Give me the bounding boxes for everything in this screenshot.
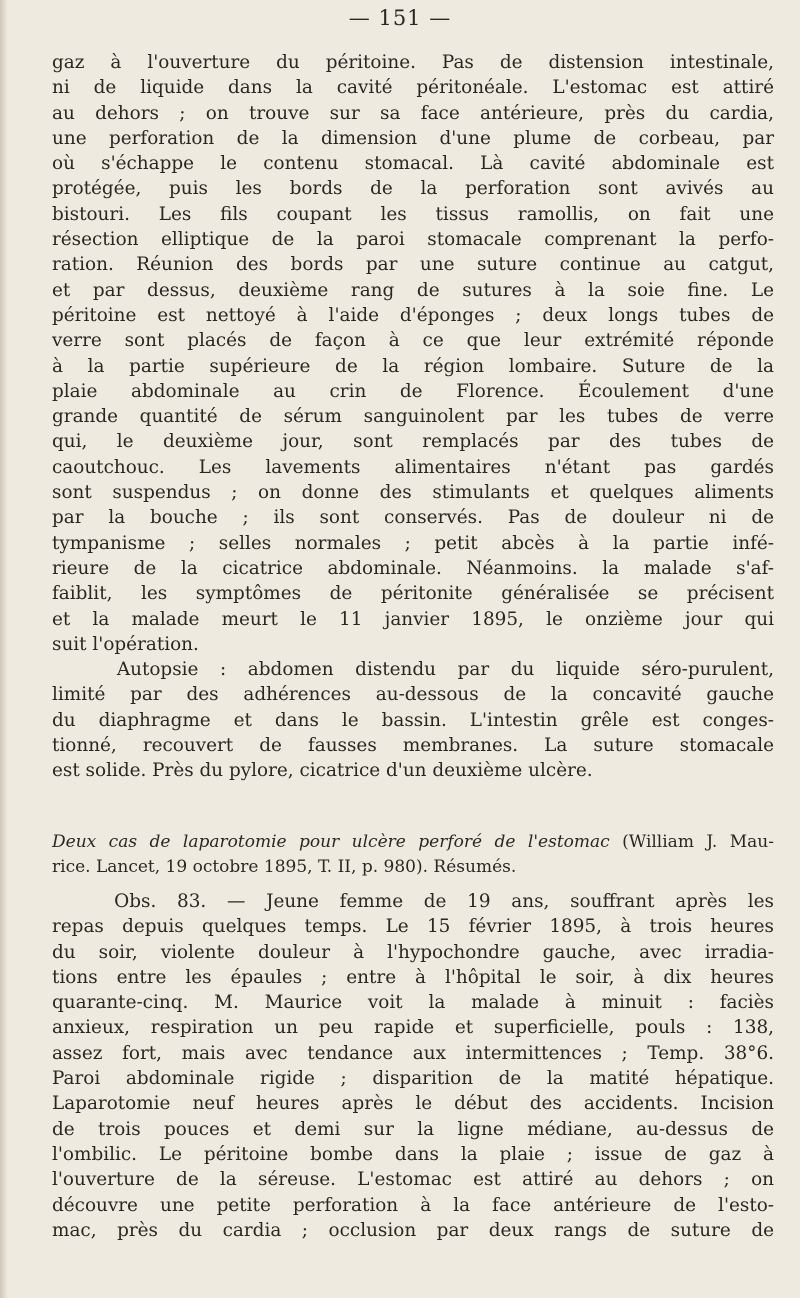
text-line: et par dessus, deuxième rang de sutures à la soie fine. Le bbox=[52, 279, 774, 301]
text-line: bistouri. Les fils coupant les tissus ramollis, on fait une bbox=[52, 203, 774, 225]
text-line: qui, le deuxième jour, sont remplacés par des tubes de bbox=[52, 431, 774, 453]
text-line: limité par des adhérences au-dessous de la concavité gauche bbox=[52, 684, 774, 706]
text-line: faiblit, les symptômes de péritonite généralisée se précisent bbox=[52, 583, 774, 605]
text-line: verre sont placés de façon à ce que leur extrémité réponde bbox=[52, 330, 774, 352]
text-line: de trois pouces et demi sur la ligne médiane, au-dessus de bbox=[52, 1118, 774, 1140]
text-line: Autopsie : abdomen distendu par du liquide séro-purulent, bbox=[52, 659, 774, 681]
text-line: tympanisme ; selles normales ; petit abcès à la partie infé- bbox=[52, 532, 774, 554]
text-line: mac, près du cardia ; occlusion par deux rangs de suture de bbox=[52, 1219, 774, 1241]
text-line: ni de liquide dans la cavité péritonéale. L'estomac est attiré bbox=[52, 77, 774, 99]
citation-title: Deux cas de laparotomie pour ulcère perforé de l'estomac bbox=[52, 832, 610, 852]
text-line: une perforation de la dimension d'une plume de corbeau, par bbox=[52, 127, 774, 149]
text-line: anxieux, respiration un peu rapide et superficielle, pouls : 138, bbox=[52, 1017, 774, 1039]
text-line: gaz à l'ouverture du péritoine. Pas de distension intestinale, bbox=[52, 52, 774, 73]
text-line: l'ouverture de la séreuse. L'estomac est attiré au dehors ; on bbox=[52, 1169, 774, 1191]
text-line: Laparotomie neuf heures après le début des accidents. Incision bbox=[52, 1093, 774, 1115]
text-line: au dehors ; on trouve sur sa face antérieure, près du cardia, bbox=[52, 102, 774, 124]
text-line: par la bouche ; ils sont conservés. Pas de douleur ni de bbox=[52, 507, 774, 529]
text-line: repas depuis quelques temps. Le 15 février 1895, à trois heures bbox=[52, 916, 774, 938]
text-line: du soir, violente douleur à l'hypochondre gauche, avec irradia- bbox=[52, 941, 774, 963]
text-line: assez fort, mais avec tendance aux intermittences ; Temp. 38°6. bbox=[52, 1042, 774, 1064]
text-line: et la malade meurt le 11 janvier 1895, le onzième jour qui bbox=[52, 608, 774, 630]
text-line: suit l'opération. bbox=[52, 633, 199, 655]
citation-line bbox=[52, 830, 774, 855]
text-line: où s'échappe le contenu stomacal. Là cavité abdominale est bbox=[52, 153, 774, 175]
paragraph-observation-83 bbox=[52, 889, 774, 1243]
citation-author: (William J. Mau- bbox=[609, 832, 774, 852]
text-line: caoutchouc. Les lavements alimentaires n'étant pas gardés bbox=[52, 456, 774, 478]
text-line: Paroi abdominale rigide ; disparition de la matité hépatique. bbox=[52, 1068, 774, 1090]
text-line: à la partie supérieure de la région lombaire. Suture de la bbox=[52, 355, 774, 377]
text-line: grande quantité de sérum sanguinolent par les tubes de verre bbox=[52, 406, 774, 428]
text-line: quarante-cinq. M. Maurice voit la malade à minuit : faciès bbox=[52, 992, 774, 1014]
text-line: l'ombilic. Le péritoine bombe dans la plaie ; issue de gaz à bbox=[52, 1143, 774, 1165]
text-line: sont suspendus ; on donne des stimulants et quelques aliments bbox=[52, 482, 774, 504]
text-line: tionné, recouvert de fausses membranes. La suture stomacale bbox=[52, 735, 774, 757]
text-line: du diaphragme et dans le bassin. L'intestin grêle est conges- bbox=[52, 709, 774, 731]
text-line: tions entre les épaules ; entre à l'hôpital le soir, à dix heures bbox=[52, 966, 774, 988]
text-line: péritoine est nettoyé à l'aide d'éponges ; deux longs tubes de bbox=[52, 304, 774, 326]
text-line: découvre une petite perforation à la face antérieure de l'esto- bbox=[52, 1194, 774, 1216]
text-line: ration. Réunion des bords par une suture continue au catgut, bbox=[52, 254, 774, 276]
text-line: Obs. 83. — Jeune femme de 19 ans, souffrant après les bbox=[52, 891, 774, 912]
paragraph-case-continuation bbox=[52, 50, 774, 784]
page-spine-shadow bbox=[0, 0, 8, 1298]
page-number: — 151 — bbox=[348, 6, 452, 30]
text-line: résection elliptique de la paroi stomacale comprenant la perfo- bbox=[52, 229, 774, 251]
text-line: est solide. Près du pylore, cicatrice d'un deuxième ulcère. bbox=[52, 760, 593, 782]
text-line: protégée, puis les bords de la perforation sont avivés au bbox=[52, 178, 774, 200]
citation-heading bbox=[52, 830, 774, 880]
text-line: rieure de la cicatrice abdominale. Néanmoins. la malade s'af- bbox=[52, 557, 774, 579]
text-line: plaie abdominale au crin de Florence. Écoulement d'une bbox=[52, 380, 774, 402]
citation-line: rice. Lancet, 19 octobre 1895, T. II, p. 980). Résumés. bbox=[52, 857, 517, 877]
